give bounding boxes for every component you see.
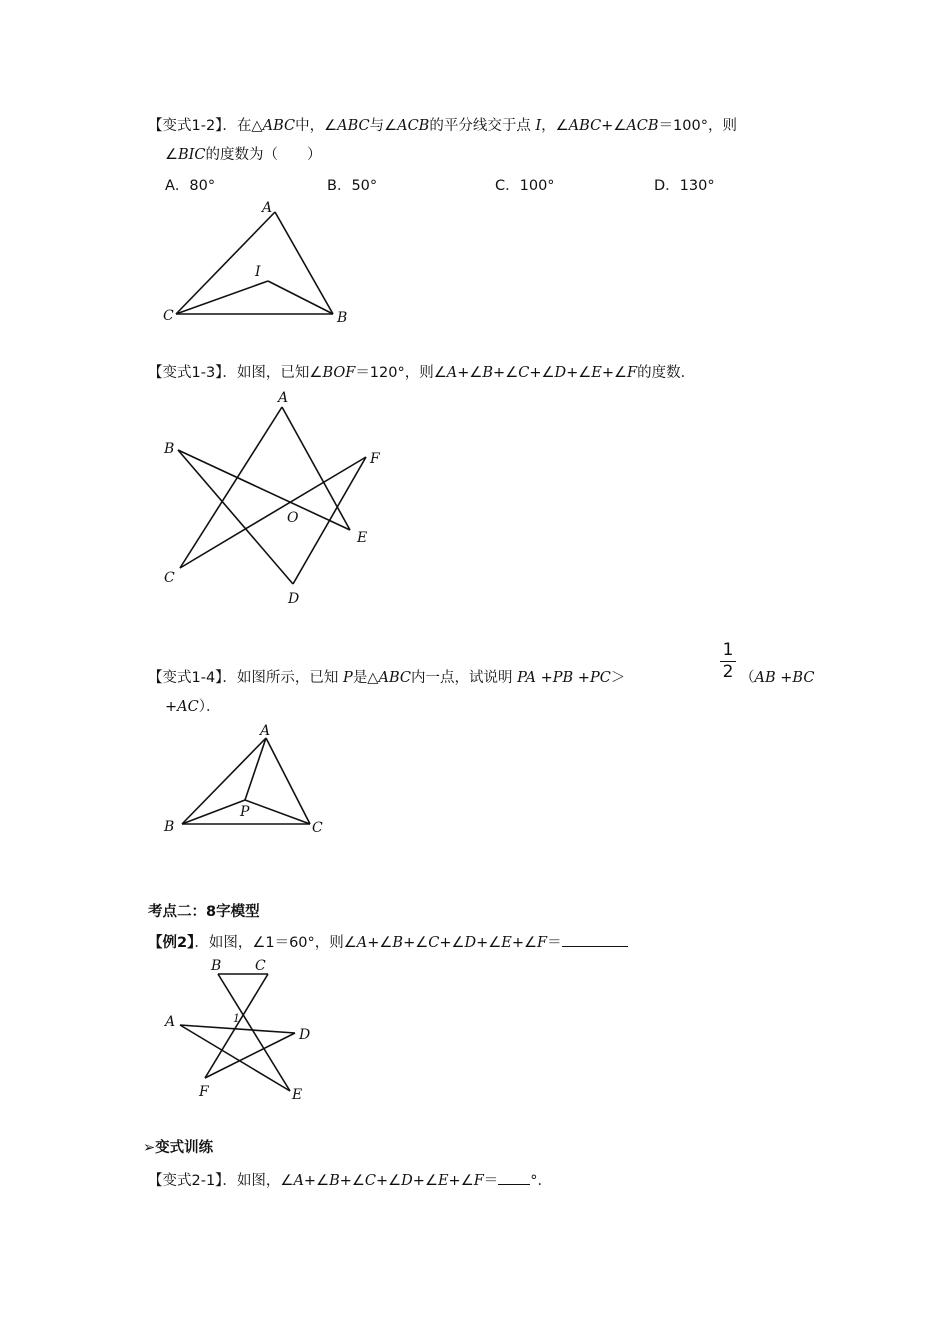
text: （ — [740, 670, 755, 686]
math-var: ABC — [378, 670, 411, 686]
text: +∠ — [566, 365, 592, 381]
label-C: C — [164, 570, 175, 586]
text: +∠ — [376, 1173, 402, 1189]
text: 如图所示，已知 — [236, 670, 339, 686]
text: 的度数为（ ） — [205, 147, 322, 163]
math-var: AC — [177, 699, 199, 715]
math-var: B — [482, 365, 494, 381]
section-title: 考点二：8字模型 — [148, 904, 260, 920]
label-C: C — [163, 308, 174, 324]
text: 的度数． — [637, 365, 696, 381]
text: +∠ — [412, 1173, 438, 1189]
text: +∠ — [448, 1173, 474, 1189]
label-P: P — [240, 804, 250, 820]
option-a[interactable]: A．80° — [165, 178, 216, 194]
text: +∠ — [511, 935, 538, 951]
math-var: B — [392, 935, 404, 951]
segment-AE — [180, 1025, 290, 1091]
question-v21 — [148, 1170, 552, 1191]
label-B: B — [164, 819, 175, 835]
math-var: F — [537, 935, 548, 951]
answer-blank[interactable] — [498, 1170, 530, 1185]
math-var: F — [627, 365, 638, 381]
text: ＝ — [547, 935, 562, 951]
math-var: PA — [517, 670, 536, 686]
label-D: D — [288, 591, 300, 607]
text: + — [573, 670, 590, 686]
label-A: A — [165, 1014, 176, 1030]
example-tag: 【例2】 — [148, 935, 195, 951]
text: 是△ — [352, 670, 379, 686]
math-var: ABC — [337, 118, 370, 134]
label-F: F — [199, 1084, 209, 1100]
text: ）． — [198, 699, 221, 715]
text: +∠ — [457, 365, 483, 381]
text: +∠ — [339, 1173, 365, 1189]
math-var: D — [554, 365, 567, 381]
math-var: BIC — [178, 147, 206, 163]
math-var: ACB — [397, 118, 430, 134]
label-E: E — [292, 1087, 303, 1103]
option-b[interactable]: B．50° — [327, 178, 378, 194]
text: +∠ — [601, 118, 627, 134]
question-tag: 【变式1-4】． — [148, 670, 237, 686]
math-var: AB — [754, 670, 776, 686]
text: °． — [530, 1173, 553, 1189]
label-A: A — [260, 723, 271, 739]
math-var: F — [473, 1173, 484, 1189]
text: +∠ — [493, 365, 519, 381]
label-B: B — [337, 310, 348, 326]
label-E: E — [357, 530, 368, 546]
question-tag: 【变式1-2】． — [148, 118, 237, 134]
question-tag: 【变式1-3】． — [148, 365, 237, 381]
math-var: BC — [792, 670, 815, 686]
label-F: F — [370, 451, 380, 467]
segment-AD — [180, 1025, 295, 1033]
text: ＝ — [483, 1173, 499, 1189]
text: + — [165, 699, 178, 715]
text: + — [535, 670, 553, 686]
question-tag: 【变式2-1】． — [148, 1173, 237, 1189]
text: ＝120°，则∠ — [355, 365, 447, 381]
math-var: C — [428, 935, 440, 951]
label-A: A — [262, 200, 273, 216]
text: 内一点，试说明 — [410, 670, 513, 686]
text: + — [775, 670, 793, 686]
math-var: PB — [552, 670, 574, 686]
math-var: ABC — [568, 118, 602, 134]
text: ．如图，∠1＝60°，则∠ — [194, 935, 357, 951]
text: 中，∠ — [295, 118, 338, 134]
math-var: A — [356, 935, 368, 951]
math-var: C — [364, 1173, 376, 1189]
label-B: B — [211, 958, 222, 974]
option-d[interactable]: D．130° — [654, 178, 715, 194]
math-var: C — [518, 365, 530, 381]
label-C: C — [312, 820, 323, 836]
text: +∠ — [601, 365, 628, 381]
text: 如图，已知∠ — [236, 365, 323, 381]
math-var: E — [501, 935, 512, 951]
text: ＝100°，则 — [658, 118, 737, 134]
math-var: A — [293, 1173, 304, 1189]
fraction-numerator: 1 — [722, 640, 734, 660]
math-var: E — [591, 365, 602, 381]
math-var: I — [535, 118, 542, 134]
text: +∠ — [367, 935, 393, 951]
training-title: 变式训练 — [155, 1140, 214, 1156]
label-B: B — [164, 441, 175, 457]
text: +∠ — [439, 935, 465, 951]
label-D: D — [299, 1027, 311, 1043]
math-var: D — [401, 1173, 413, 1189]
math-var: P — [343, 670, 353, 686]
label-O: O — [287, 510, 299, 526]
text: +∠ — [529, 365, 555, 381]
math-var: ABC — [262, 118, 296, 134]
training-heading — [143, 1138, 213, 1158]
math-var: PC — [589, 670, 611, 686]
text: 在△ — [236, 118, 263, 134]
label-angle-1: 1 — [233, 1012, 240, 1025]
option-c[interactable]: C．100° — [495, 178, 555, 194]
arrow-bullet-icon: ➢ — [143, 1140, 156, 1156]
math-var: BOF — [322, 365, 356, 381]
text: 与∠ — [369, 118, 398, 134]
math-var: E — [437, 1173, 449, 1189]
label-C: C — [255, 958, 266, 974]
math-var: D — [464, 935, 477, 951]
text: +∠ — [303, 1173, 330, 1189]
math-var: ACB — [626, 118, 659, 134]
math-var: B — [329, 1173, 340, 1189]
text: 如图，∠ — [236, 1173, 294, 1189]
fraction-denominator: 2 — [722, 662, 734, 682]
text: +∠ — [476, 935, 502, 951]
label-A: A — [278, 390, 289, 406]
text: ∠ — [165, 147, 178, 163]
label-I: I — [255, 264, 261, 280]
text: ＞ — [610, 670, 626, 686]
text: +∠ — [403, 935, 429, 951]
math-var: A — [446, 365, 458, 381]
text: 的平分线交于点 — [429, 118, 531, 134]
text: ，∠ — [541, 118, 569, 134]
